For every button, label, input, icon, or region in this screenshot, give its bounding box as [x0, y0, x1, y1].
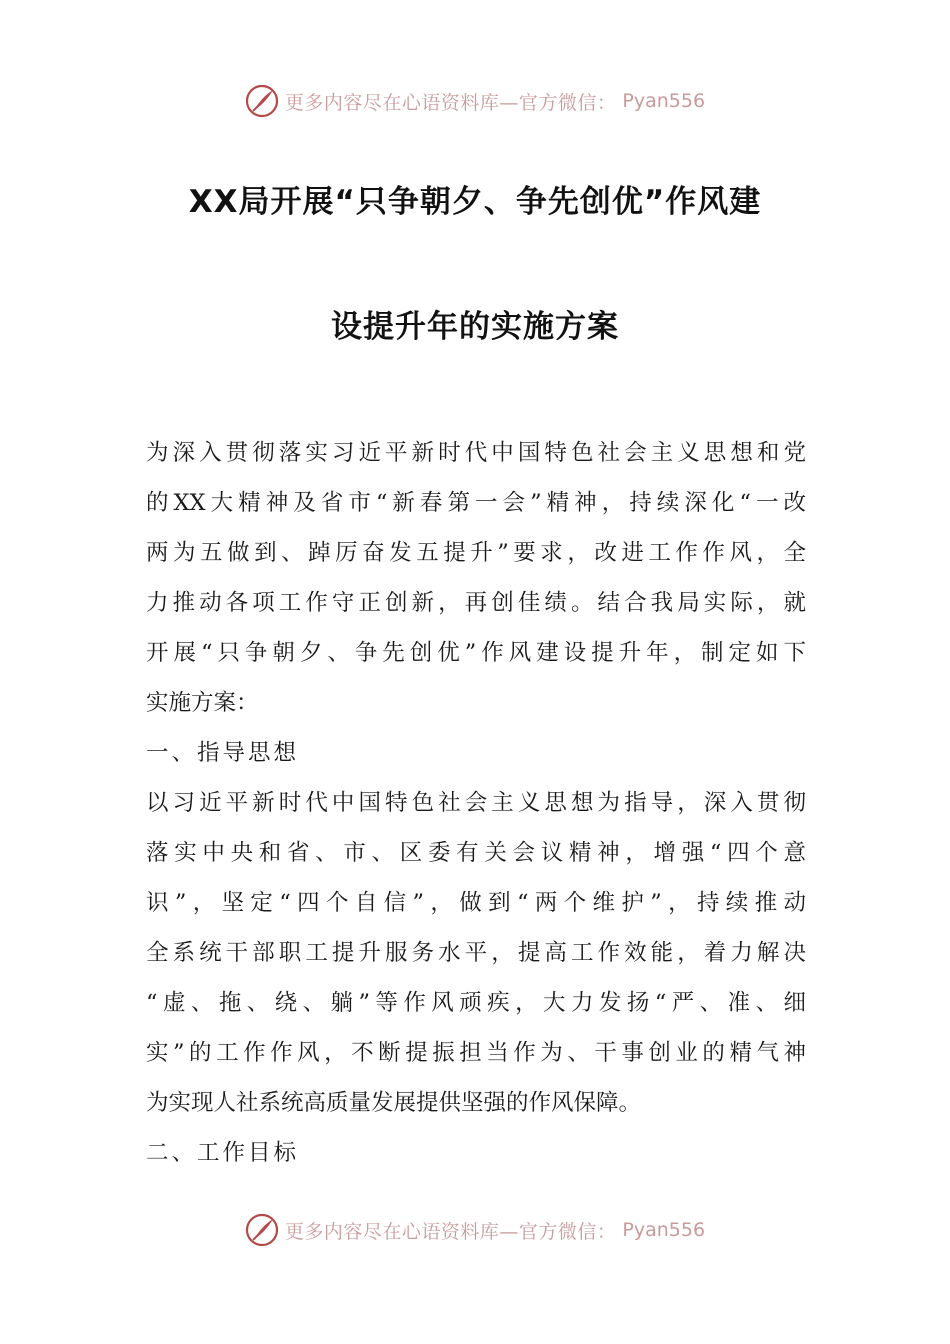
paragraph-line: 为深入贯彻落实习近平新时代中国特色社会主义思想和党: [146, 440, 806, 466]
paragraph-line: “虚、拖、绕、躺”等作风顽疾，大力发扬“严、准、细: [146, 990, 806, 1016]
paragraph-line: 两为五做到、踔厉奋发五提升”要求，改进工作作风，全: [146, 540, 806, 566]
document-title-line-1: XX局开展“只争朝夕、争先创优”作风建: [188, 184, 762, 220]
paragraph-line: 力推动各项工作守正创新，再创佳绩。结合我局实际，就: [146, 590, 806, 616]
header-watermark: [0, 84, 950, 118]
paragraph-line: 为实现人社系统高质量发展提供坚强的作风保障。: [146, 1090, 642, 1116]
paragraph-line: 以习近平新时代中国特色社会主义思想为指导，深入贯彻: [146, 790, 806, 816]
section-heading: 二、工作目标: [146, 1140, 300, 1166]
paragraph-line: 开展“只争朝夕、争先创优”作风建设提升年，制定如下: [146, 640, 806, 666]
paragraph-line: 全系统干部职工提升服务水平，提高工作效能，着力解决: [146, 940, 806, 966]
quill-logo-icon: [245, 84, 279, 118]
watermark-account: Pyan556: [622, 1219, 706, 1241]
footer-watermark: [0, 1213, 950, 1247]
watermark-text: 更多内容尽在心语资料库—官方微信：: [284, 91, 617, 114]
paragraph-line: 的XX大精神及省市“新春第一会”精神，持续深化“一改: [146, 490, 806, 516]
document-title-line-2: 设提升年的实施方案: [331, 309, 619, 345]
watermark-text: 更多内容尽在心语资料库—官方微信：: [284, 1220, 617, 1243]
paragraph-line: 落实中央和省、市、区委有关会议精神，增强“四个意: [146, 840, 806, 866]
paragraph-line: 识”，坚定“四个自信”，做到“两个维护”，持续推动: [146, 890, 806, 916]
paragraph-line: 实”的工作作风，不断提振担当作为、干事创业的精气神: [146, 1040, 806, 1066]
quill-logo-icon: [245, 1213, 279, 1247]
document-body: [146, 428, 806, 1178]
watermark-account: Pyan556: [622, 90, 706, 112]
paragraph-line: 实施方案：: [146, 690, 259, 716]
section-heading: 一、指导思想: [146, 740, 300, 766]
